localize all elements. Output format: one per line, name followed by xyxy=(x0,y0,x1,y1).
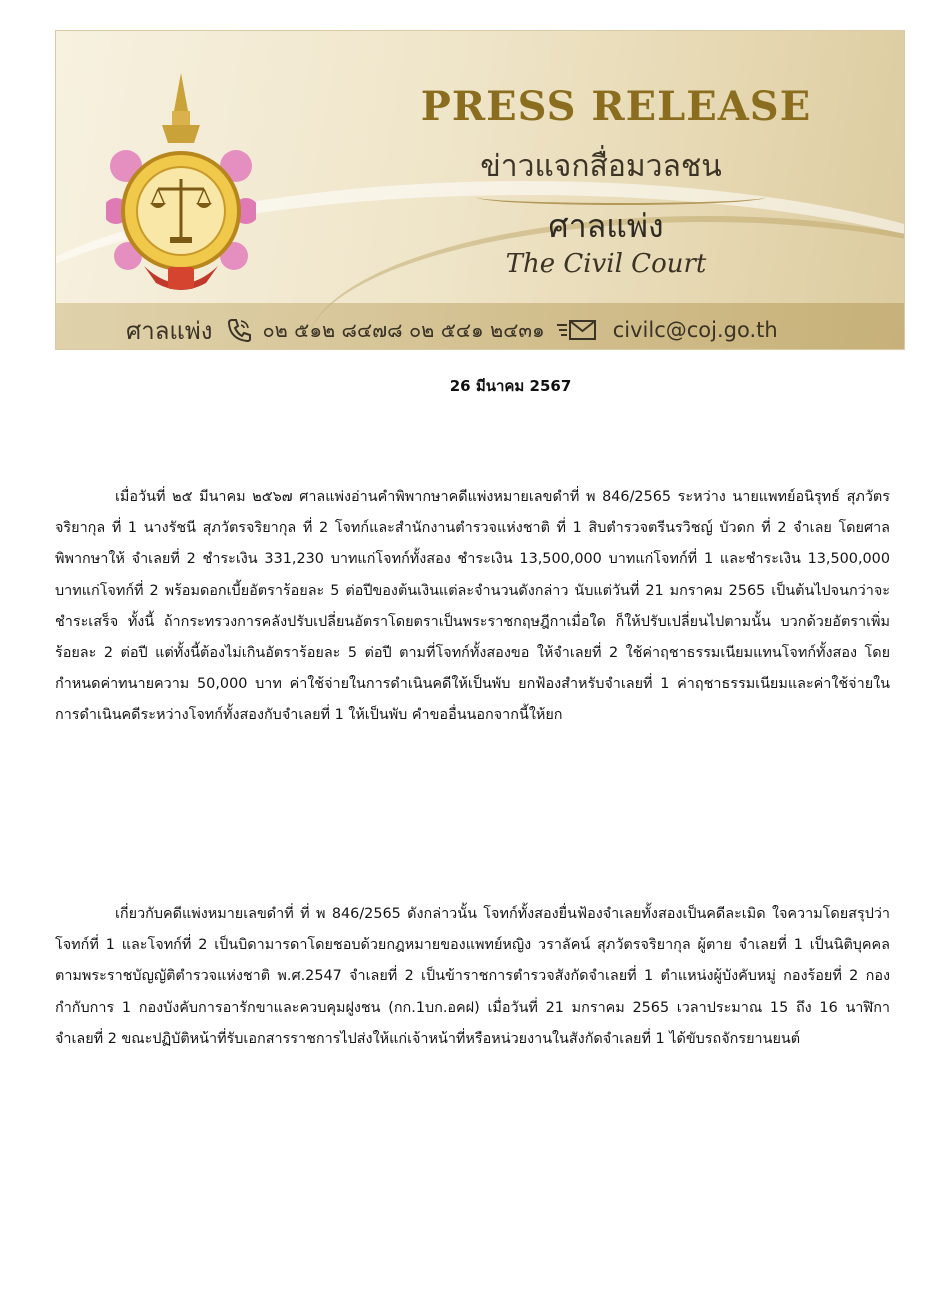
body-paragraph-1: เมื่อวันที่ ๒๕ มีนาคม ๒๕๖๗ ศาลแพ่งอ่านคำพิพากษาคดีแพ่งหมายเลขดำที่ พ 846/2565 ระหว่าง นายแพทย์อนิรุทธ์ สุภวัตรจริยากุล ที่ 1 นางรัชนี สุภวัตรจริยากุล ที่ 2 โจทก์และสำนักงานตำรวจแห่งชาติ ที่ 1 สิบตำรวจตรีนรวิชญ์ บัวดก ที่ 2 จำเลย โดยศาลพิพากษาให้ จำเลยที่ 2 ชำระเงิน 331,230 บาทแก่โจทก์ทั้งสอง ชำระเงิน 13,500,000 บาทแก่โจทก์ที่ 1 และชำระเงิน 13,500,000 บาทแก่โจทก์ที่ 2 พร้อมดอกเบี้ยอัตราร้อยละ 5 ต่อปีของต้นเงินแต่ละจำนวนดังกล่าว นับแต่วันที่ 21 มกราคม 2565 เป็นต้นไปจนกว่าจะชำระเสร็จ ทั้งนี้ ถ้ากระทรวงการคลังปรับเปลี่ยนอัตราโดยตราเป็นพระราชกฤษฎีกาเมื่อใด ก็ให้ปรับเปลี่ยนไปตามนั้น บวกด้วยอัตราเพิ่มร้อยละ 2 ต่อปี แต่ทั้งนี้ต้องไม่เกินอัตราร้อยละ 5 ต่อปี ตามที่โจทก์ทั้งสองขอ ให้จำเลยที่ 2 ใช้ค่าฤชาธรรมเนียมแทนโจทก์ทั้งสอง โดยกำหนดค่าทนายความ 50,000 บาท ค่าใช้จ่ายในการดำเนินคดีให้เป็นพับ ยกฟ้องสำหรับจำเลยที่ 1 ค่าฤชาธรรมเนียมและค่าใช้จ่ายในการดำเนินคดีระหว่างโจทก์ทั้งสองกับจำเลยที่ 1 ให้เป็นพับ คำขออื่นนอกจากนี้ให้ยก xyxy=(55,489,890,724)
press-release-subtitle: ข่าวแจกสื่อมวลชน xyxy=(480,149,722,184)
contact-phone-numbers: ๐๒ ๕๑๒ ๘๔๗๘ ๐๒ ๕๔๑ ๒๔๓๑ xyxy=(262,318,545,342)
press-release-banner xyxy=(55,30,905,350)
court-name-thai: ศาลแพ่ง xyxy=(548,207,664,245)
mail-icon xyxy=(557,318,597,342)
press-release-title: PRESS RELEASE xyxy=(420,83,812,130)
contact-row xyxy=(126,313,896,347)
contact-email[interactable]: civilc@coj.go.th xyxy=(612,318,778,342)
court-name-english: The Civil Court xyxy=(505,249,707,279)
body-paragraph-2: เกี่ยวกับคดีแพ่งหมายเลขดำที่ ที่ พ 846/2565 ดังกล่าวนั้น โจทก์ทั้งสองยื่นฟ้องจำเลยทั้งสองเป็นคดีละเมิด ใจความโดยสรุปว่า โจทก์ที่ 1 และโจทก์ที่ 2 เป็นบิดามารดาโดยชอบด้วยกฎหมายของแพทย์หญิง วราลัคน์ สุภวัตรจริยากุล ผู้ตาย จำเลยที่ 1 เป็นนิติบุคคลตามพระราชบัญญัติตำรวจแห่งชาติ พ.ศ.2547 จำเลยที่ 2 เป็นข้าราชการตำรวจสังกัดจำเลยที่ 1 ตำแหน่งผู้บังคับหมู่ กองร้อยที่ 2 กองกำกับการ 1 กองบังคับการอารักขาและควบคุมฝูงชน (กก.1บก.อคฝ) เมื่อวันที่ 21 มกราคม 2565 เวลาประมาณ 15 ถึง 16 นาฬิกา จำเลยที่ 2 ขณะปฏิบัติหน้าที่รับเอกสารราชการไปส่งให้แก่เจ้าหน้าที่หรือหน่วยงานในสังกัดจำเลยที่ 1 ได้ขับรถจักรยานยนต์ xyxy=(55,906,890,1047)
release-date: 26 มีนาคม 2567 xyxy=(449,377,572,395)
court-emblem-icon xyxy=(106,71,256,301)
contact-court-label: ศาลแพ่ง xyxy=(126,316,213,345)
phone-icon xyxy=(226,317,252,343)
